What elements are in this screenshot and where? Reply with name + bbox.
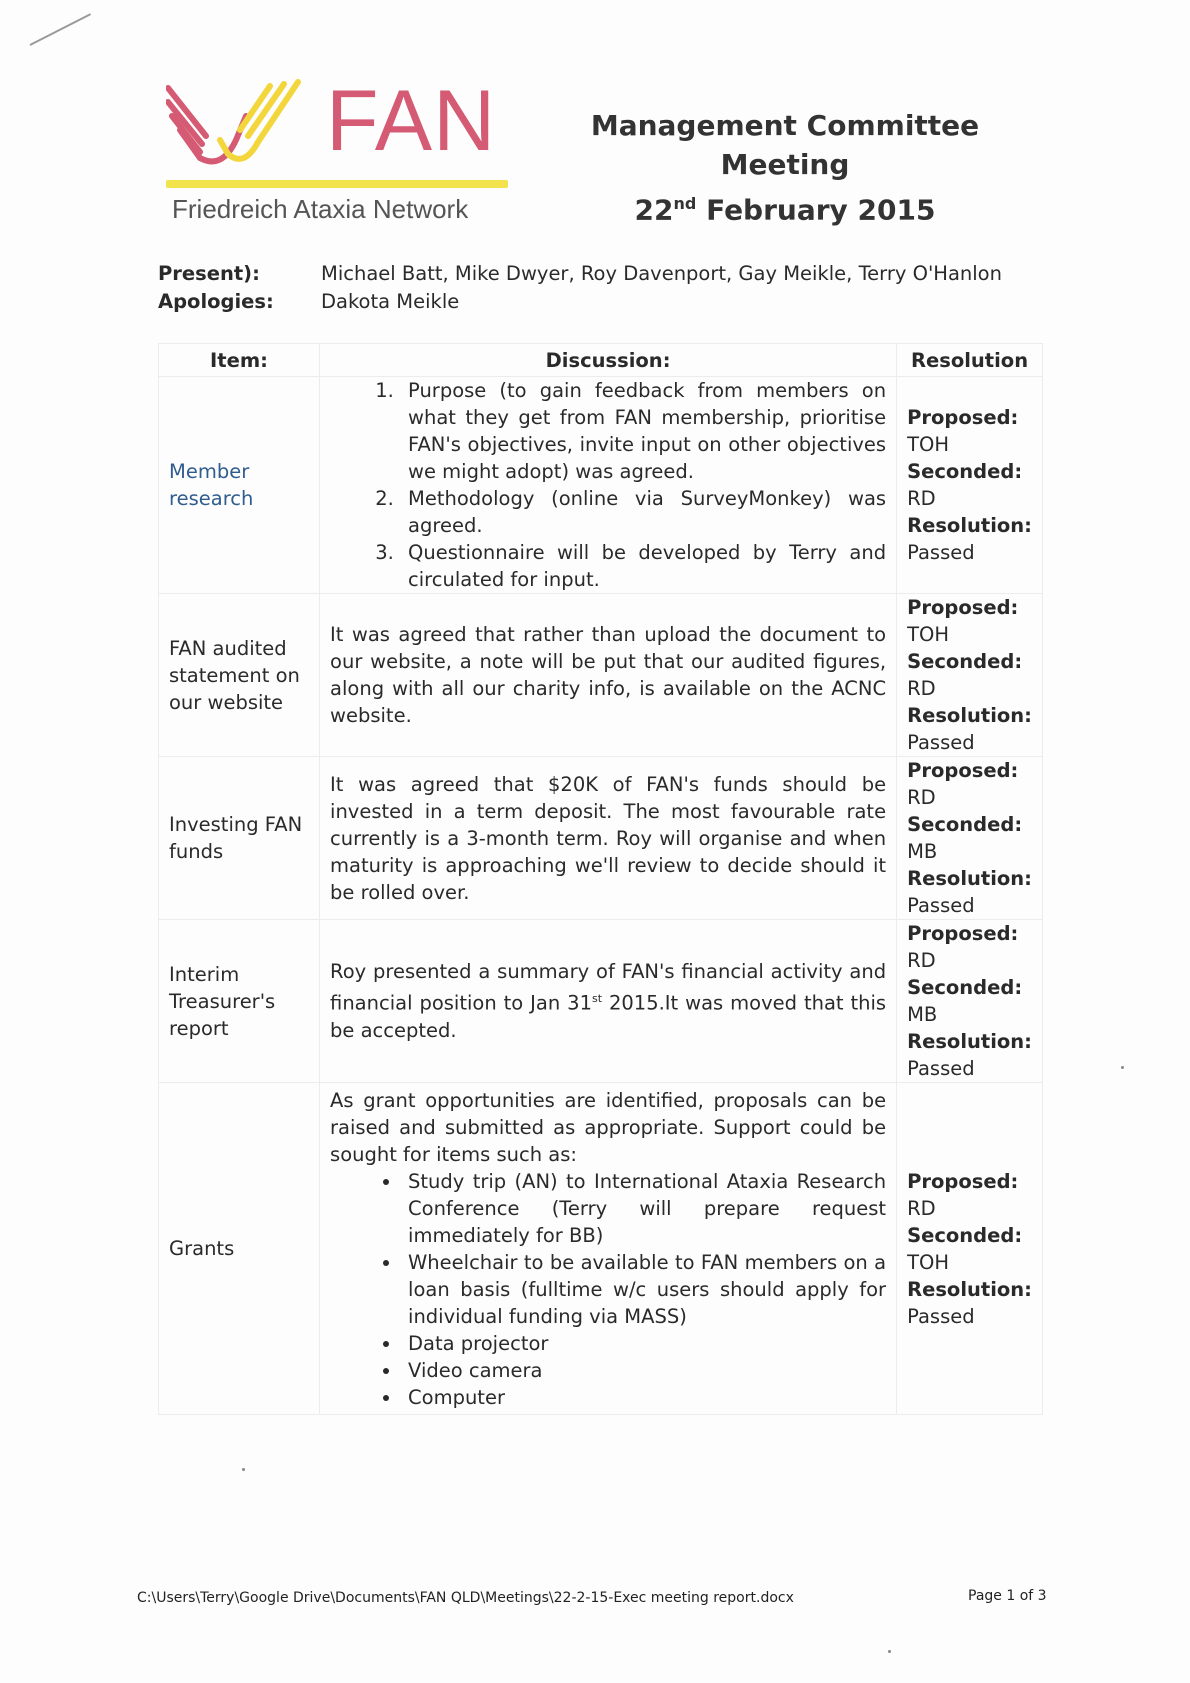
- present-label: Present):: [158, 261, 260, 285]
- item-cell: Grants: [159, 1083, 320, 1415]
- proposed-label: Proposed:: [907, 406, 1019, 429]
- minutes-table: [158, 343, 1043, 1415]
- date-suffix: nd: [673, 194, 697, 213]
- list-item: • Wheelchair to be available to FAN members on a loan basis (fulltime w/c users should apply for individual funding via MASS): [402, 1249, 886, 1330]
- seconded-label: Seconded:: [907, 1223, 1023, 1247]
- discussion-intro: As grant opportunities are identified, proposals can be raised and submitted as appropriate. Support could be sought for items such as:: [330, 1088, 887, 1166]
- proposed-value: TOH: [907, 623, 950, 646]
- discussion-cell: [320, 1083, 897, 1415]
- apologies-value: Dakota Meikle: [321, 289, 460, 313]
- table-row: [159, 920, 1043, 1083]
- apologies-row: [158, 287, 1043, 315]
- proposed-value: RD: [907, 1196, 936, 1220]
- proposed-label: Proposed:: [907, 759, 1019, 782]
- logo-wordmark: FAN: [326, 73, 497, 169]
- table-row: [159, 1083, 1043, 1415]
- proposed-label: Proposed:: [907, 922, 1019, 945]
- footer-page-number: Page 1 of 3: [968, 1588, 1047, 1604]
- resolution-value: Passed: [907, 1057, 975, 1080]
- present-value: Michael Batt, Mike Dwyer, Roy Davenport, Gay Meikle, Terry O'Hanlon: [321, 261, 1002, 285]
- footer-file-path: C:\Users\Terry\Google Drive\Documents\FAN QLD\Meetings\22-2-15-Exec meeting report.docx: [137, 1590, 794, 1606]
- scan-speck: [242, 1468, 245, 1471]
- resolution-label: Resolution:: [907, 704, 1032, 727]
- discussion-cell: [320, 920, 897, 1083]
- date-rest: February 2015: [706, 193, 936, 227]
- discussion-list: [330, 377, 886, 593]
- proposed-value: RD: [907, 949, 936, 972]
- logo-underline: [166, 180, 508, 188]
- discussion-cell: It was agreed that $20K of FAN's funds should be invested in a term deposit. The most favourable rate currently is a 3-month term. Roy will organise and when maturity is approaching we'll review to decide should it be rolled over.: [320, 757, 897, 920]
- resolution-label: Resolution:: [907, 514, 1032, 537]
- discussion-text: 2015.It was moved that this be accepted.: [330, 991, 887, 1042]
- item-cell: Member research: [159, 377, 320, 594]
- resolution-value: Passed: [907, 1304, 975, 1328]
- resolution-value: Passed: [907, 541, 975, 564]
- seconded-value: TOH: [907, 1250, 950, 1274]
- seconded-value: MB: [907, 840, 938, 863]
- apologies-label: Apologies:: [158, 289, 274, 313]
- discussion-cell: [320, 377, 897, 594]
- resolution-label: Resolution:: [907, 1030, 1032, 1053]
- logo-subtitle: Friedreich Ataxia Network: [172, 194, 469, 224]
- date-suffix: st: [591, 992, 603, 1006]
- resolution-cell: [897, 920, 1043, 1083]
- resolution-cell: [897, 757, 1043, 920]
- resolution-label: Resolution:: [907, 867, 1032, 890]
- table-row: [159, 377, 1043, 594]
- resolution-value: Passed: [907, 894, 975, 917]
- seconded-value: RD: [907, 487, 936, 510]
- resolution-cell: [897, 377, 1043, 594]
- table-row: [159, 594, 1043, 757]
- item-cell: FAN audited statement on our website: [159, 594, 320, 757]
- resolution-value: Passed: [907, 731, 975, 754]
- header-discussion: Discussion:: [320, 344, 897, 377]
- list-item: • Video camera: [402, 1357, 886, 1384]
- item-cell: Investing FAN funds: [159, 757, 320, 920]
- list-item: 2. Methodology (online via SurveyMonkey) was agreed.: [400, 485, 886, 539]
- list-item: • Study trip (AN) to International Ataxia Research Conference (Terry will prepare request immediately for BB): [402, 1168, 886, 1249]
- resolution-cell: [897, 1083, 1043, 1415]
- proposed-label: Proposed:: [907, 1169, 1019, 1193]
- seconded-label: Seconded:: [907, 650, 1023, 673]
- title-line: Management Committee Meeting: [590, 109, 980, 181]
- header-resolution: Resolution: [897, 344, 1043, 377]
- list-item: 1. Purpose (to gain feedback from members on what they get from FAN membership, prioritise FAN's objectives, invite input on other objectives we might adopt) was agreed.: [400, 377, 886, 485]
- scan-speck: [1121, 1066, 1124, 1069]
- table-header-row: [159, 344, 1043, 377]
- discussion-bullets: [330, 1168, 886, 1411]
- list-item: • Computer: [402, 1384, 886, 1411]
- seconded-value: MB: [907, 1003, 938, 1026]
- list-item: • Data projector: [402, 1330, 886, 1357]
- proposed-value: TOH: [907, 433, 950, 456]
- header-item: Item:: [159, 344, 320, 377]
- discussion-text: Roy presented a summary of FAN's financial activity and financial position to Jan 31: [330, 960, 887, 1015]
- scan-mark: [30, 13, 91, 46]
- list-item: 3. Questionnaire will be developed by Terry and circulated for input.: [400, 539, 886, 593]
- hands-logo-icon: [166, 78, 316, 178]
- present-row: [158, 259, 1043, 287]
- discussion-cell: It was agreed that rather than upload the document to our website, a note will be put that our audited figures, along with all our charity info, is available on the ACNC website.: [320, 594, 897, 757]
- fan-logo: [166, 73, 511, 228]
- meeting-date: [540, 184, 1030, 229]
- page-title: [540, 106, 1030, 229]
- proposed-label: Proposed:: [907, 596, 1019, 619]
- item-cell: Interim Treasurer's report: [159, 920, 320, 1083]
- seconded-label: Seconded:: [907, 813, 1023, 836]
- seconded-label: Seconded:: [907, 976, 1023, 999]
- resolution-cell: [897, 594, 1043, 757]
- scan-speck: [888, 1650, 891, 1653]
- seconded-label: Seconded:: [907, 460, 1023, 483]
- resolution-label: Resolution:: [907, 1277, 1032, 1301]
- attendance-block: [158, 259, 1043, 315]
- date-day: 22: [634, 193, 674, 227]
- table-row: [159, 757, 1043, 920]
- proposed-value: RD: [907, 786, 936, 809]
- seconded-value: RD: [907, 677, 936, 700]
